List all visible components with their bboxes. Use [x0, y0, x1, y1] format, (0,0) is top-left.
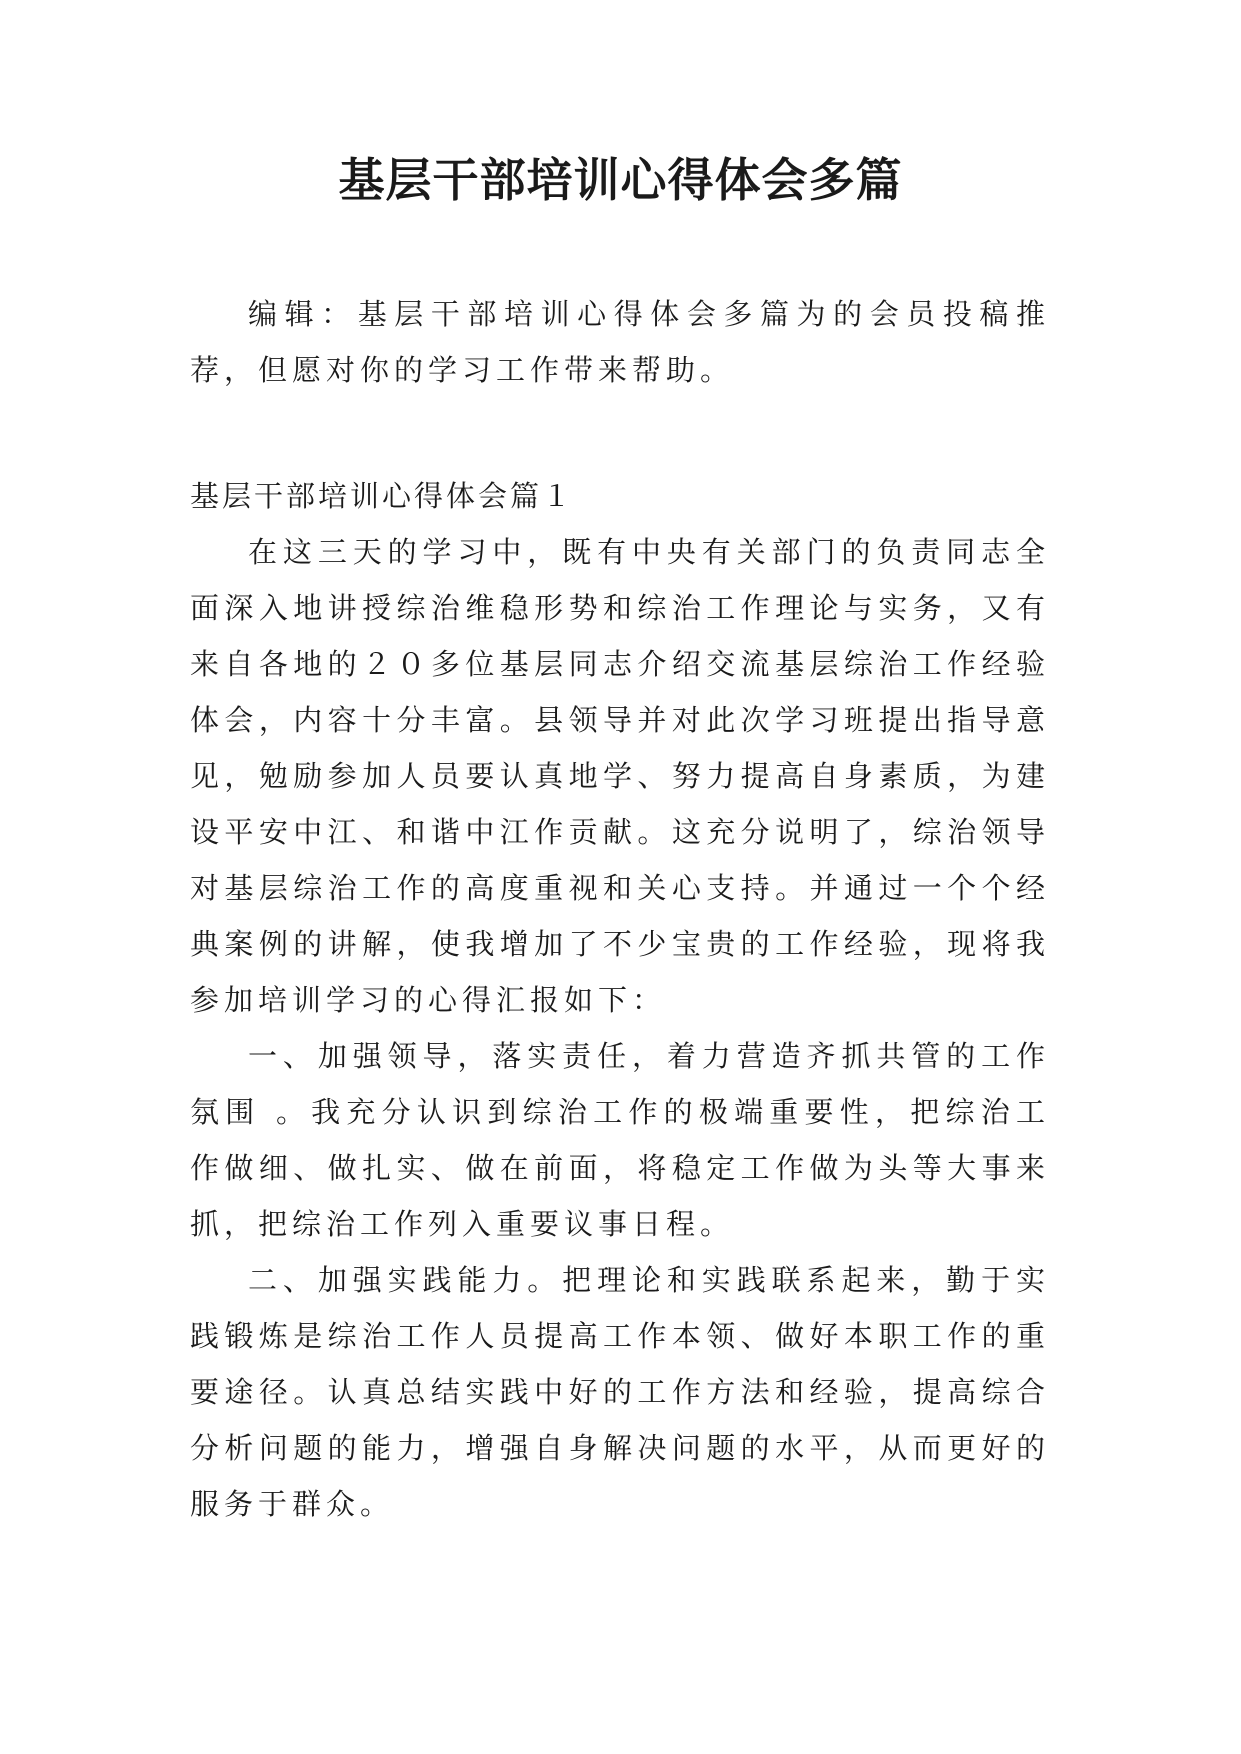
- section-heading: 基层干部培训心得体会篇１: [190, 479, 575, 513]
- body-paragraph-3: 二、加强实践能力。把理论和实践联系起来，勤于实践锻炼是综治工作人员提高工作本领、做好本职工作的重要途径。认真总结实践中好的工作方法和经验，提高综合分析问题的能力，增强自身解决问题的水平，从而更好的服务于群众。: [190, 1263, 1050, 1521]
- intro-paragraph: 编辑：基层干部培训心得体会多篇为的会员投稿推荐，但愿对你的学习工作带来帮助。: [190, 297, 1050, 387]
- body-paragraph-1: 在这三天的学习中，既有中央有关部门的负责同志全面深入地讲授综治维稳形势和综治工作理论与实务，又有来自各地的２０多位基层同志介绍交流基层综治工作经验体会，内容十分丰富。县领导并对此次学习班提出指导意见，勉励参加人员要认真地学、努力提高自身素质，为建设平安中江、和谐中江作贡献。这充分说明了，综治领导对基层综治工作的高度重视和关心支持。并通过一个个经典案例的讲解，使我增加了不少宝贵的工作经验，现将我参加培训学习的心得汇报如下：: [190, 535, 1050, 1017]
- document-title: 基层干部培训心得体会多篇: [338, 153, 903, 207]
- body-paragraph-2: 一、加强领导，落实责任，着力营造齐抓共管的工作氛围 。我充分认识到综治工作的极端重要性，把综治工作做细、做扎实、做在前面，将稳定工作做为头等大事来抓，把综治工作列入重要议事日程。: [190, 1039, 1050, 1241]
- document-body: [190, 286, 1050, 1532]
